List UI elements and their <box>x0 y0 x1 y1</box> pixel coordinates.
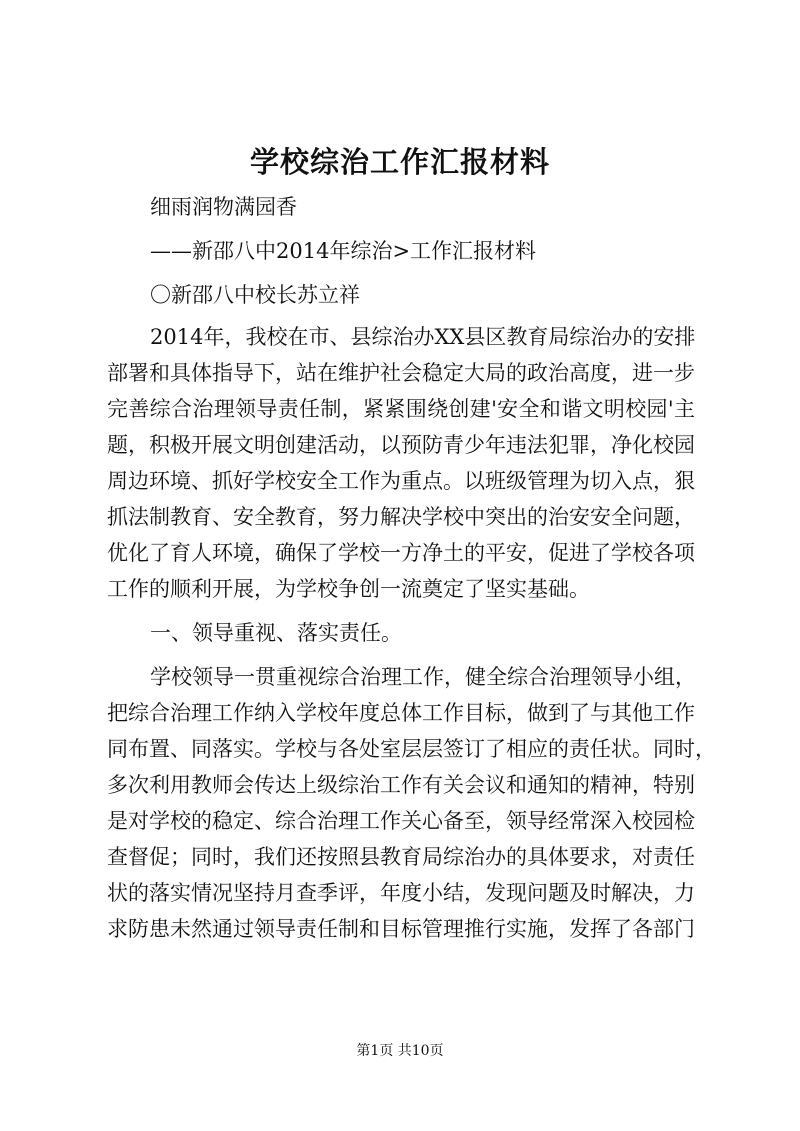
paragraph-line: 部署和具体指导下，站在维护社会稳定大局的政治高度，进一步 <box>107 361 695 385</box>
paragraph-line: 工作的顺利开展，为学校争创一流奠定了坚实基础。 <box>107 577 590 601</box>
paragraph-line: 学校领导一贯重视综合治理工作，健全综合治理领导小组， <box>150 665 696 689</box>
paragraph-line: 查督促；同时，我们还按照县教育局综治办的具体要求，对责任 <box>107 845 695 869</box>
subtitle: 细雨润物满园香 <box>150 195 297 219</box>
subheading: ——新邵八中2014年综治>工作汇报材料 <box>150 239 537 263</box>
paragraph-line: 优化了育人环境，确保了学校一方净土的平安，促进了学校各项 <box>107 541 695 565</box>
paragraph-line: 完善综合治理领导责任制，紧紧围绕创建'安全和谐文明校园'主 <box>107 397 695 421</box>
paragraph-line: 题，积极开展文明创建活动，以预防青少年违法犯罪，净化校园 <box>107 433 695 457</box>
paragraph-line: 是对学校的稳定、综合治理工作关心备至，领导经常深入校园检 <box>107 809 695 833</box>
author-line: 〇新邵八中校长苏立祥 <box>150 283 360 307</box>
document-title: 学校综治工作汇报材料 <box>249 145 550 179</box>
paragraph-line: 抓法制教育、安全教育，努力解决学校中突出的治安安全问题， <box>107 505 695 529</box>
page-number: 第1页 共10页 <box>356 1043 444 1059</box>
paragraph-line: 状的落实情况坚持月查季评，年度小结，发现问题及时解决，力 <box>107 881 695 905</box>
paragraph-line: 2014年，我校在市、县综治办XX县区教育局综治办的安排 <box>150 325 696 349</box>
paragraph-line: 同布置、同落实。学校与各处室层层签订了相应的责任状。同时， <box>107 737 716 761</box>
paragraph-line: 周边环境、抓好学校安全工作为重点。以班级管理为切入点，狠 <box>107 469 695 493</box>
paragraph-line: 把综合治理工作纳入学校年度总体工作目标，做到了与其他工作 <box>107 701 695 725</box>
paragraph-line: 求防患未然通过领导责任制和目标管理推行实施，发挥了各部门 <box>107 917 695 941</box>
section-heading: 一、领导重视、落实责任。 <box>150 621 402 645</box>
paragraph-line: 多次利用教师会传达上级综治工作有关会议和通知的精神，特别 <box>107 773 695 797</box>
